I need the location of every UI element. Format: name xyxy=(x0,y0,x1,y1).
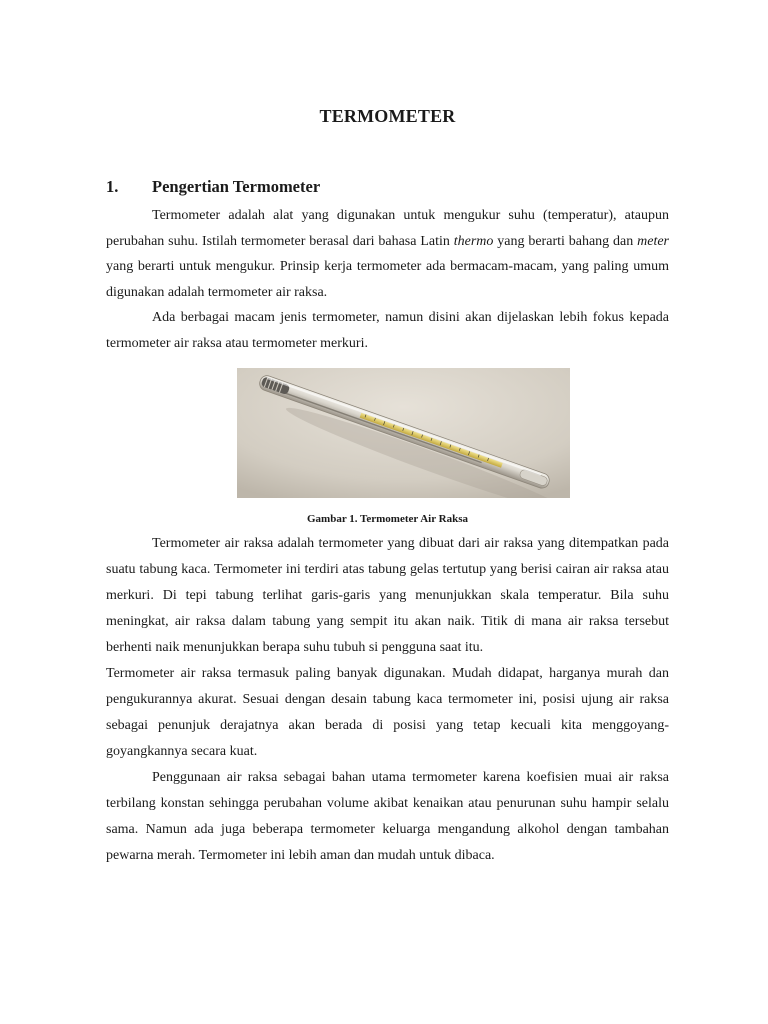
paragraph-mercury-reason: Penggunaan air raksa sebagai bahan utama termometer karena koefisien muai air raksa terbilang konstan sehingga perubahan volume akibat kenaikan atau penurunan suhu hampir selalu sama. Namun ada juga beberapa termometer keluarga mengandung alkohol dengan tambahan pewarna merah. Termometer ini lebih aman dan mudah untuk dibaca. xyxy=(106,770,669,863)
section-heading-text: Pengertian Termometer xyxy=(152,177,321,196)
paragraph-definition xyxy=(106,203,669,305)
paragraph-types: Ada berbagai macam jenis termometer, namun disini akan dijelaskan lebih fokus kepada termometer air raksa atau termometer merkuri. xyxy=(106,310,669,351)
thermometer-illustration xyxy=(237,368,570,498)
section-heading xyxy=(106,177,669,197)
latin-term-meter: meter xyxy=(637,233,670,249)
paragraph-mercury-description: Termometer air raksa adalah termometer yang dibuat dari air raksa yang ditempatkan pada suatu tabung kaca. Termometer ini terdiri atas tabung gelas tertutup yang berisi cairan air raksa atau merkuri. Di tepi tabung terlihat garis-garis yang menunjukkan skala temperatur. Bila suhu meningkat, air raksa dalam tabung yang sempit itu akan naik. Titik di mana air raksa tersebut berhenti naik menunjukkan berapa suhu tubuh si pengguna saat itu. xyxy=(106,536,669,655)
intro-paragraphs xyxy=(106,203,669,356)
thermometer-photo xyxy=(237,368,570,498)
figure-caption: Gambar 1. Termometer Air Raksa xyxy=(306,513,469,525)
body-paragraphs xyxy=(106,531,669,869)
paragraph-text: yang berarti untuk mengukur. Prinsip kerja termometer ada bermacam-macam, yang paling umum digunakan adalah termometer air raksa. xyxy=(106,259,669,300)
paragraph-text: Termometer adalah alat yang digunakan untuk mengukur suhu (temperatur), ataupun perubahan suhu. Istilah termometer berasal dari bahasa Latin xyxy=(106,208,669,249)
paragraph-text: yang berarti bahang dan xyxy=(493,233,638,249)
latin-term-thermo: thermo xyxy=(453,233,494,249)
section-number: 1. xyxy=(106,177,119,196)
paragraph-mercury-usage: Termometer air raksa termasuk paling banyak digunakan. Mudah didapat, harganya murah dan pengukurannya akurat. Sesuai dengan desain tabung kaca termometer ini, posisi ujung air raksa sebagai penunjuk derajatnya akan berada di posisi yang tetap kecuali kita menggoyang-goyangkannya secara kuat. xyxy=(106,666,669,759)
document-title: TERMOMETER xyxy=(319,106,456,126)
